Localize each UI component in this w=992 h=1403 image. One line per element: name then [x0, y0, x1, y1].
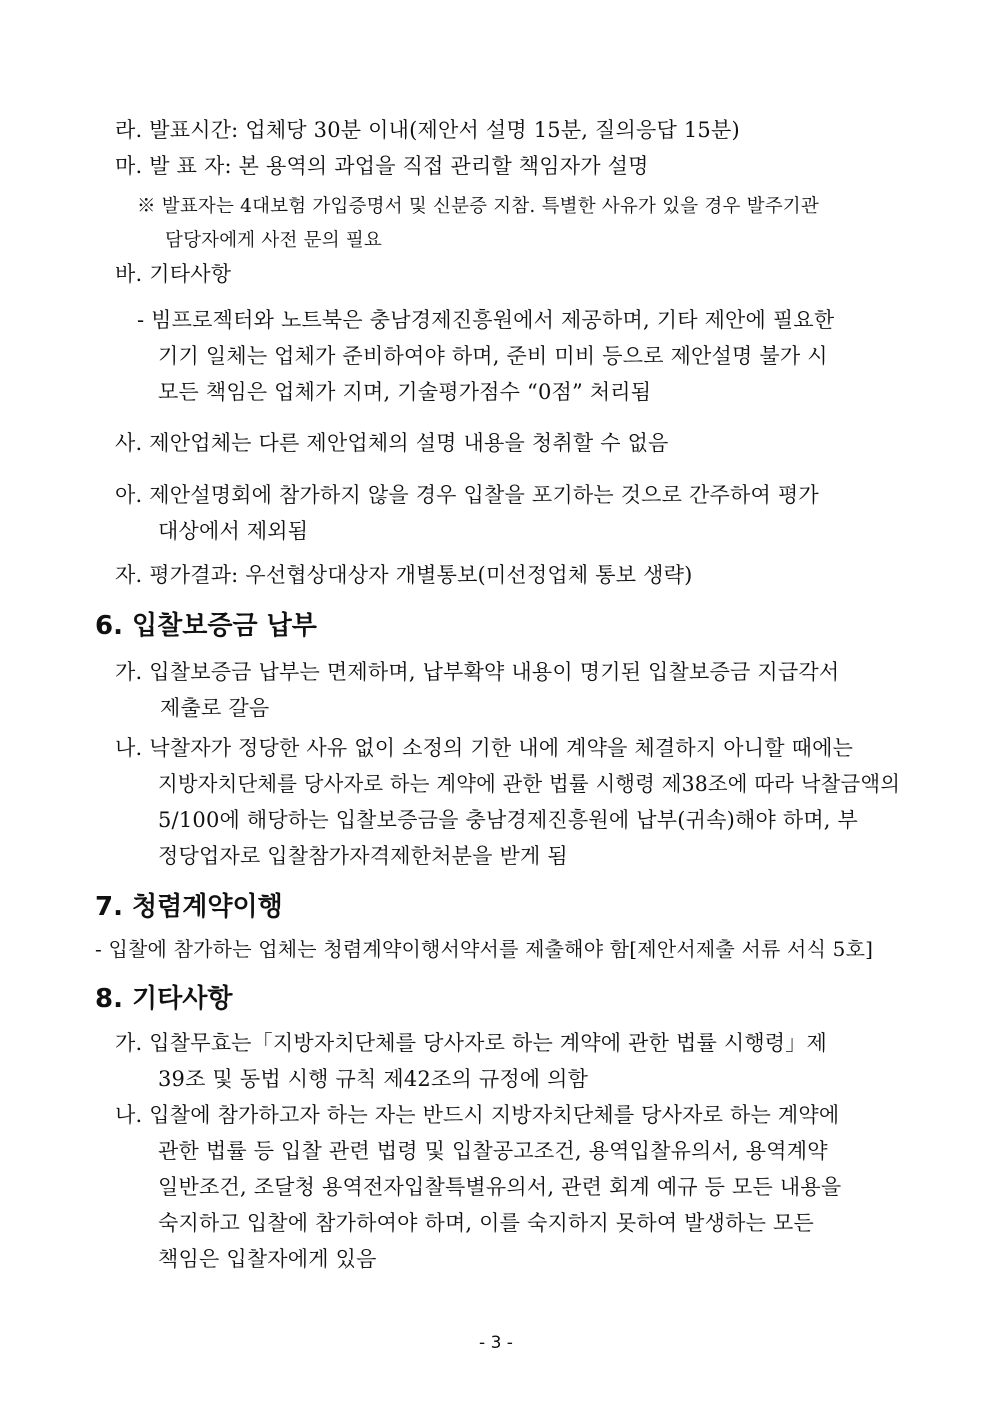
other-equipment-line-3: 모든 책임은 업체가 지며, 기술평가점수 “0점” 처리됨: [158, 380, 652, 404]
item-ja-result: 자. 평가결과: 우선협상대상자 개별통보(미선정업체 통보 생략): [115, 563, 693, 587]
item-ra-presentation-time: 라. 발표시간: 업체당 30분 이내(제안서 설명 15분, 질의응답 15분): [115, 118, 740, 142]
s6-ga-line-2: 제출로 갈음: [160, 696, 270, 720]
s8-na-line-4: 숙지하고 입찰에 참가하여야 하며, 이를 숙지하지 못하여 발생하는 모든: [158, 1211, 814, 1235]
s8-na-line-5: 책임은 입찰자에게 있음: [158, 1247, 377, 1271]
s8-na-line-2: 관한 법률 등 입찰 관련 법령 및 입찰공고조건, 용역입찰유의서, 용역계약: [158, 1139, 828, 1163]
page-number: - 3 -: [479, 1333, 513, 1353]
note-presenter-docs: ※ 발표자는 4대보험 가입증명서 및 신분증 지참. 특별한 사유가 있을 경우 발주기관: [137, 196, 819, 217]
item-ma-presenter: 마. 발 표 자: 본 용역의 과업을 직접 관리할 책임자가 설명: [115, 154, 649, 178]
s8-ga-line-1: 가. 입찰무효는「지방자치단체를 당사자로 하는 계약에 관한 법률 시행령」제: [115, 1031, 827, 1055]
section-8-heading: 8. 기타사항: [95, 984, 233, 1014]
item-a-absence-cont: 대상에서 제외됨: [158, 519, 309, 543]
s6-na-line-1: 나. 낙찰자가 정당한 사유 없이 소정의 기한 내에 계약을 체결하지 아니할 때에는: [115, 736, 854, 760]
s7-line-1: - 입찰에 참가하는 업체는 청렴계약이행서약서를 제출해야 함[제안서제출 서류 서식 5호]: [95, 937, 874, 961]
item-sa-listening: 사. 제안업체는 다른 제안업체의 설명 내용을 청취할 수 없음: [115, 431, 669, 455]
other-equipment-line-2: 기기 일체는 업체가 준비하여야 하며, 준비 미비 등으로 제안설명 불가 시: [158, 344, 828, 368]
s8-na-line-3: 일반조건, 조달청 용역전자입찰특별유의서, 관련 회계 예규 등 모든 내용을: [158, 1175, 842, 1199]
s6-ga-line-1: 가. 입찰보증금 납부는 면제하며, 납부확약 내용이 명기된 입찰보증금 지급각서: [115, 660, 840, 684]
item-ba-other: 바. 기타사항: [115, 262, 232, 286]
other-equipment-line-1: - 빔프로젝터와 노트북은 충남경제진흥원에서 제공하며, 기타 제안에 필요한: [137, 308, 835, 332]
s6-na-line-2: 지방자치단체를 당사자로 하는 계약에 관한 법률 시행령 제38조에 따라 낙찰금액의: [158, 772, 901, 796]
note-presenter-docs-cont: 담당자에게 사전 문의 필요: [165, 230, 383, 251]
s6-na-line-4: 정당업자로 입찰참가자격제한처분을 받게 됨: [158, 844, 568, 868]
s8-ga-line-2: 39조 및 동법 시행 규칙 제42조의 규정에 의함: [158, 1067, 589, 1091]
s6-na-line-3: 5/100에 해당하는 입찰보증금을 충남경제진흥원에 납부(귀속)해야 하며, 부: [158, 808, 859, 832]
item-a-absence: 아. 제안설명회에 참가하지 않을 경우 입찰을 포기하는 것으로 간주하여 평가: [115, 483, 819, 507]
section-7-heading: 7. 청렴계약이행: [95, 892, 283, 922]
s8-na-line-1: 나. 입찰에 참가하고자 하는 자는 반드시 지방자치단체를 당사자로 하는 계약에: [115, 1103, 840, 1127]
section-6-heading: 6. 입찰보증금 납부: [95, 611, 317, 641]
